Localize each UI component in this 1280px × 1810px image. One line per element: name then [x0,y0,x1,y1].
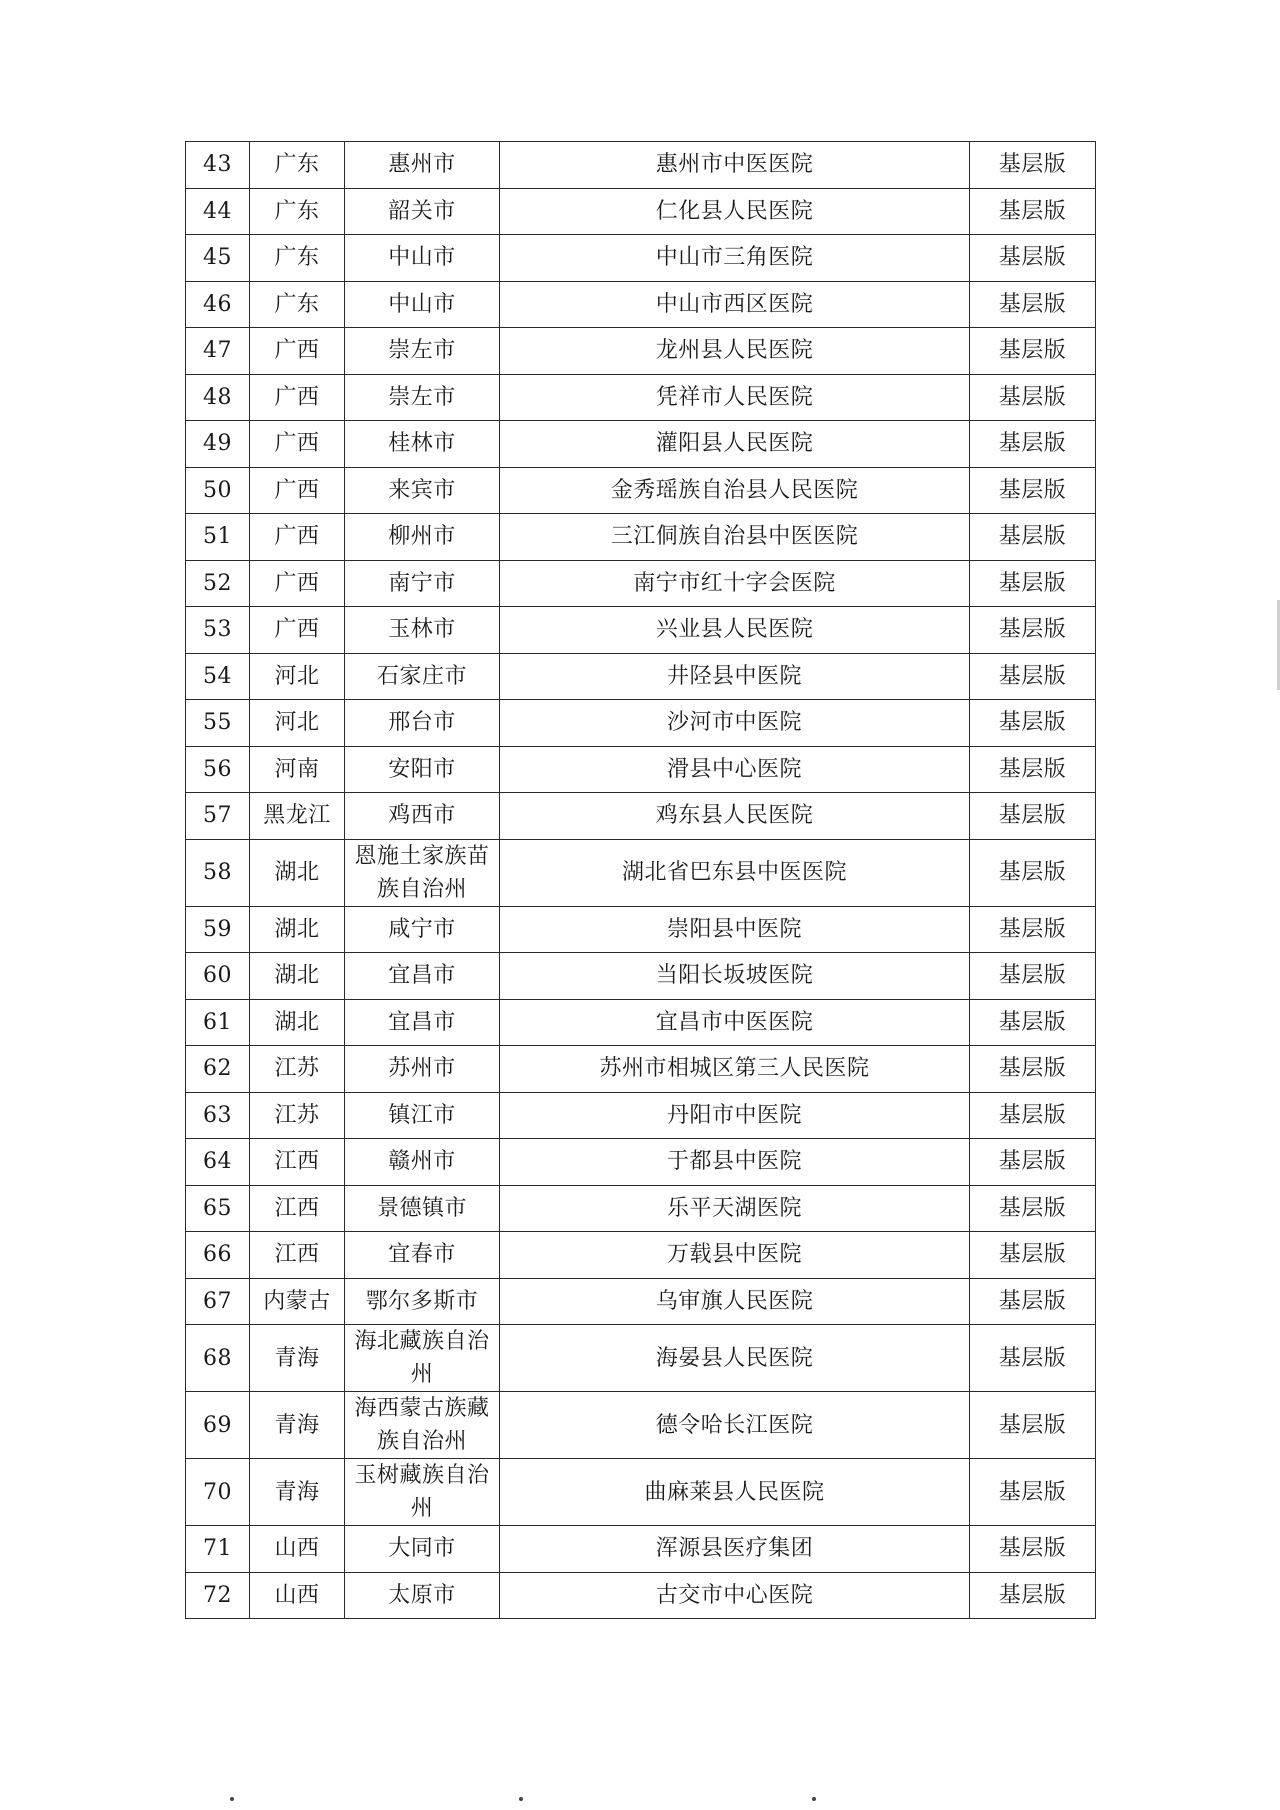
table-row [186,1046,1096,1093]
hospital-name-cell: 湖北省巴东县中医医院 [500,839,970,906]
hospital-name-cell: 古交市中心医院 [500,1572,970,1619]
table-row [186,328,1096,375]
city-cell: 咸宁市 [345,906,500,953]
version-cell: 基层版 [970,607,1096,654]
city-cell: 石家庄市 [345,653,500,700]
table-body [186,142,1096,1619]
hospital-name-cell: 海晏县人民医院 [500,1325,970,1392]
row-number: 57 [186,793,250,840]
version-cell: 基层版 [970,1572,1096,1619]
province-cell: 广东 [250,188,345,235]
province-cell: 广西 [250,514,345,561]
hospital-name-cell: 崇阳县中医院 [500,906,970,953]
hospital-name-cell: 丹阳市中医院 [500,1092,970,1139]
city-cell: 鄂尔多斯市 [345,1278,500,1325]
table-row [186,235,1096,282]
city-cell: 崇左市 [345,328,500,375]
province-cell: 广西 [250,421,345,468]
hospital-name-cell: 仁化县人民医院 [500,188,970,235]
version-cell: 基层版 [970,514,1096,561]
city-cell: 中山市 [345,281,500,328]
version-cell: 基层版 [970,1185,1096,1232]
city-cell: 赣州市 [345,1139,500,1186]
city-cell: 邢台市 [345,700,500,747]
table-row [186,1232,1096,1279]
table-row [186,953,1096,1000]
row-number: 54 [186,653,250,700]
hospital-name-cell: 中山市西区医院 [500,281,970,328]
city-cell: 玉树藏族自治州 [345,1459,500,1526]
province-cell: 江西 [250,1232,345,1279]
version-cell: 基层版 [970,235,1096,282]
row-number: 63 [186,1092,250,1139]
row-number: 56 [186,746,250,793]
hospital-name-cell: 浑源县医疗集团 [500,1526,970,1573]
city-cell: 宜昌市 [345,999,500,1046]
province-cell: 青海 [250,1459,345,1526]
hospital-name-cell: 万载县中医院 [500,1232,970,1279]
row-number: 66 [186,1232,250,1279]
table-row [186,1185,1096,1232]
city-cell: 镇江市 [345,1092,500,1139]
table-row [186,607,1096,654]
row-number: 61 [186,999,250,1046]
row-number: 60 [186,953,250,1000]
row-number: 50 [186,467,250,514]
hospital-name-cell: 乐平天湖医院 [500,1185,970,1232]
city-cell: 景德镇市 [345,1185,500,1232]
version-cell: 基层版 [970,1092,1096,1139]
version-cell: 基层版 [970,1278,1096,1325]
city-cell: 海北藏族自治州 [345,1325,500,1392]
row-number: 44 [186,188,250,235]
row-number: 46 [186,281,250,328]
row-number: 72 [186,1572,250,1619]
scan-speck [519,1797,523,1801]
province-cell: 湖北 [250,999,345,1046]
scan-speck [812,1797,816,1801]
version-cell: 基层版 [970,1325,1096,1392]
row-number: 59 [186,906,250,953]
version-cell: 基层版 [970,906,1096,953]
table-row [186,839,1096,906]
province-cell: 河北 [250,653,345,700]
province-cell: 广东 [250,142,345,189]
row-number: 65 [186,1185,250,1232]
province-cell: 青海 [250,1325,345,1392]
city-cell: 安阳市 [345,746,500,793]
province-cell: 湖北 [250,839,345,906]
city-cell: 韶关市 [345,188,500,235]
hospital-name-cell: 金秀瑶族自治县人民医院 [500,467,970,514]
hospital-name-cell: 乌审旗人民医院 [500,1278,970,1325]
table-row [186,793,1096,840]
table-row [186,142,1096,189]
hospital-name-cell: 滑县中心医院 [500,746,970,793]
table-row [186,514,1096,561]
table-row [186,1572,1096,1619]
hospital-name-cell: 龙州县人民医院 [500,328,970,375]
version-cell: 基层版 [970,1459,1096,1526]
city-cell: 大同市 [345,1526,500,1573]
version-cell: 基层版 [970,839,1096,906]
city-cell: 恩施土家族苗族自治州 [345,839,500,906]
province-cell: 青海 [250,1392,345,1459]
city-cell: 鸡西市 [345,793,500,840]
row-number: 45 [186,235,250,282]
province-cell: 广西 [250,328,345,375]
version-cell: 基层版 [970,188,1096,235]
table-row [186,700,1096,747]
city-cell: 中山市 [345,235,500,282]
table-row [186,1526,1096,1573]
row-number: 49 [186,421,250,468]
province-cell: 广西 [250,374,345,421]
hospital-name-cell: 井陉县中医院 [500,653,970,700]
province-cell: 广东 [250,281,345,328]
province-cell: 山西 [250,1572,345,1619]
row-number: 62 [186,1046,250,1093]
city-cell: 崇左市 [345,374,500,421]
hospital-name-cell: 惠州市中医医院 [500,142,970,189]
version-cell: 基层版 [970,1392,1096,1459]
hospital-name-cell: 凭祥市人民医院 [500,374,970,421]
table-row [186,374,1096,421]
version-cell: 基层版 [970,467,1096,514]
table-row [186,906,1096,953]
hospital-name-cell: 于都县中医院 [500,1139,970,1186]
province-cell: 江苏 [250,1046,345,1093]
version-cell: 基层版 [970,653,1096,700]
version-cell: 基层版 [970,421,1096,468]
province-cell: 广西 [250,560,345,607]
table-row [186,1392,1096,1459]
province-cell: 江西 [250,1185,345,1232]
version-cell: 基层版 [970,1232,1096,1279]
province-cell: 广东 [250,235,345,282]
province-cell: 河北 [250,700,345,747]
hospital-name-cell: 宜昌市中医医院 [500,999,970,1046]
version-cell: 基层版 [970,793,1096,840]
table-row [186,560,1096,607]
row-number: 67 [186,1278,250,1325]
hospital-name-cell: 曲麻莱县人民医院 [500,1459,970,1526]
city-cell: 桂林市 [345,421,500,468]
city-cell: 柳州市 [345,514,500,561]
hospital-name-cell: 沙河市中医院 [500,700,970,747]
row-number: 43 [186,142,250,189]
row-number: 71 [186,1526,250,1573]
hospital-name-cell: 三江侗族自治县中医医院 [500,514,970,561]
province-cell: 山西 [250,1526,345,1573]
table-row [186,746,1096,793]
province-cell: 湖北 [250,906,345,953]
province-cell: 江苏 [250,1092,345,1139]
city-cell: 苏州市 [345,1046,500,1093]
table-row [186,281,1096,328]
city-cell: 来宾市 [345,467,500,514]
city-cell: 玉林市 [345,607,500,654]
province-cell: 江西 [250,1139,345,1186]
province-cell: 河南 [250,746,345,793]
table-row [186,1092,1096,1139]
province-cell: 广西 [250,467,345,514]
version-cell: 基层版 [970,374,1096,421]
row-number: 64 [186,1139,250,1186]
table-row [186,999,1096,1046]
row-number: 69 [186,1392,250,1459]
city-cell: 宜昌市 [345,953,500,1000]
hospital-name-cell: 德令哈长江医院 [500,1392,970,1459]
scan-speck [230,1797,234,1801]
hospital-name-cell: 灌阳县人民医院 [500,421,970,468]
city-cell: 太原市 [345,1572,500,1619]
province-cell: 黑龙江 [250,793,345,840]
version-cell: 基层版 [970,328,1096,375]
hospital-name-cell: 兴业县人民医院 [500,607,970,654]
table-row [186,1278,1096,1325]
table-row [186,188,1096,235]
row-number: 52 [186,560,250,607]
table-row [186,467,1096,514]
hospital-name-cell: 中山市三角医院 [500,235,970,282]
table-row [186,421,1096,468]
table-row [186,1325,1096,1392]
city-cell: 海西蒙古族藏族自治州 [345,1392,500,1459]
city-cell: 惠州市 [345,142,500,189]
version-cell: 基层版 [970,560,1096,607]
row-number: 47 [186,328,250,375]
version-cell: 基层版 [970,999,1096,1046]
version-cell: 基层版 [970,953,1096,1000]
version-cell: 基层版 [970,700,1096,747]
hospital-name-cell: 苏州市相城区第三人民医院 [500,1046,970,1093]
row-number: 68 [186,1325,250,1392]
province-cell: 湖北 [250,953,345,1000]
city-cell: 宜春市 [345,1232,500,1279]
version-cell: 基层版 [970,746,1096,793]
hospital-name-cell: 当阳长坂坡医院 [500,953,970,1000]
table-row [186,653,1096,700]
hospital-table [185,141,1096,1619]
table-row [186,1459,1096,1526]
province-cell: 内蒙古 [250,1278,345,1325]
hospital-name-cell: 鸡东县人民医院 [500,793,970,840]
row-number: 70 [186,1459,250,1526]
row-number: 53 [186,607,250,654]
row-number: 55 [186,700,250,747]
version-cell: 基层版 [970,1526,1096,1573]
city-cell: 南宁市 [345,560,500,607]
version-cell: 基层版 [970,142,1096,189]
row-number: 58 [186,839,250,906]
version-cell: 基层版 [970,1046,1096,1093]
hospital-name-cell: 南宁市红十字会医院 [500,560,970,607]
version-cell: 基层版 [970,1139,1096,1186]
row-number: 48 [186,374,250,421]
version-cell: 基层版 [970,281,1096,328]
table-row [186,1139,1096,1186]
row-number: 51 [186,514,250,561]
province-cell: 广西 [250,607,345,654]
